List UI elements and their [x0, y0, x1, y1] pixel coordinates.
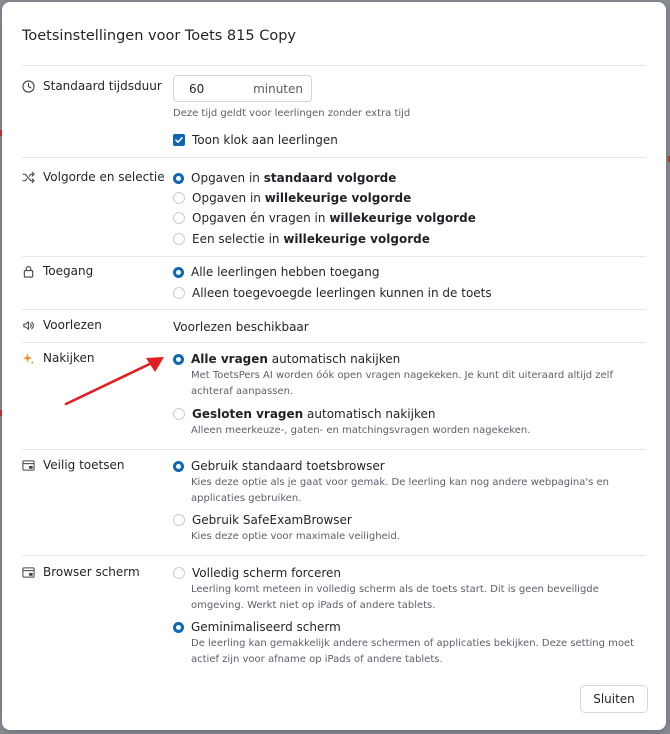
screen-row-label [22, 562, 140, 582]
access-option-added[interactable] [173, 284, 492, 302]
order-option-random[interactable] [173, 189, 411, 207]
screen-option-fullscreen-hint: Leerling komt meteen in volledig scherm als de toets start. Dit is geen beveiligde omgeving. Werkt niet op iPads of andere tablets. [191, 584, 599, 611]
screen-option-fullscreen[interactable] [173, 564, 341, 582]
option-text: Opgaven in willekeurige volgorde [192, 191, 412, 205]
secure-browser-icon [22, 459, 35, 472]
secure-option-seb-hint: Kies deze optie voor maximale veiligheid. [191, 531, 400, 542]
access-option-all[interactable] [173, 263, 379, 281]
access-row-label [22, 261, 93, 281]
option-text: Volledig scherm forceren [192, 566, 341, 580]
checkbox-checked-icon[interactable] [173, 134, 185, 146]
option-text: Gebruik SafeExamBrowser [192, 513, 352, 527]
radio-icon[interactable] [173, 212, 185, 224]
divider [22, 65, 646, 66]
annotation-arrow-icon [60, 350, 175, 410]
divider [22, 342, 646, 343]
radio-icon[interactable] [173, 287, 185, 299]
dialog-title: Toetsinstellingen voor Toets 815 Copy [22, 28, 296, 44]
speaker-icon [22, 319, 35, 332]
secure-option-seb[interactable] [173, 511, 352, 529]
radio-icon[interactable] [173, 567, 185, 579]
secure-label: Veilig toetsen [43, 458, 125, 472]
show-clock-label: Toon klok aan leerlingen [192, 133, 338, 147]
close-button[interactable]: Sluiten [580, 685, 648, 713]
radio-selected-icon[interactable] [173, 622, 184, 633]
secure-option-standard-hint: Kies deze optie als je gaat voor gemak. De leerling kan nog andere webpagina's en applicaties gebruiken. [191, 477, 609, 504]
clock-icon [22, 80, 35, 93]
order-label: Volgorde en selectie [43, 170, 165, 184]
divider [22, 157, 646, 158]
show-clock-checkbox[interactable] [173, 131, 338, 149]
screen-option-minimized-hint: De leerling kan gemakkelijk andere schermen of applicaties bekijken. Deze setting moet actief zijn voor afname op iPads of andere tablets. [191, 638, 635, 665]
option-text: Geminimaliseerd scherm [191, 620, 341, 634]
access-label: Toegang [43, 264, 94, 278]
read-aloud-row-label [22, 315, 102, 335]
divider [22, 449, 646, 450]
option-text: Alleen toegevoegde leerlingen kunnen in de toets [192, 286, 492, 300]
duration-label: Standaard tijdsduur [43, 79, 162, 93]
duration-unit: minuten [253, 81, 303, 96]
duration-input[interactable] [173, 75, 312, 102]
grading-option-all-hint: Met ToetsPers AI worden óók open vragen nagekeken. Je kunt dit uiteraard altijd zelf achteraf aanpassen. [191, 370, 613, 397]
order-option-standard[interactable] [173, 169, 396, 187]
divider [22, 256, 646, 257]
read-aloud-value: Voorlezen beschikbaar [173, 320, 309, 334]
sparkle-icon [22, 352, 35, 365]
lock-icon [22, 265, 35, 278]
screen-option-minimized[interactable] [173, 618, 341, 636]
radio-selected-icon[interactable] [173, 461, 184, 472]
radio-selected-icon[interactable] [173, 173, 184, 184]
radio-selected-icon[interactable] [173, 267, 184, 278]
order-option-random-all[interactable] [173, 209, 476, 227]
option-text: Gebruik standaard toetsbrowser [191, 459, 385, 473]
grading-option-all[interactable] [173, 350, 400, 368]
grading-label: Nakijken [43, 351, 95, 365]
shuffle-icon [22, 171, 35, 184]
divider [22, 309, 646, 310]
divider [22, 555, 646, 556]
option-text: Alle vragen automatisch nakijken [191, 352, 401, 366]
option-text: Een selectie in willekeurige volgorde [192, 232, 430, 246]
order-option-selection[interactable] [173, 230, 430, 248]
duration-hint: Deze tijd geldt voor leerlingen zonder extra tijd [173, 108, 411, 119]
option-text: Gesloten vragen automatisch nakijken [192, 407, 436, 421]
secure-row-label [22, 455, 124, 475]
duration-row-label [22, 76, 162, 96]
browser-window-icon [22, 566, 35, 579]
radio-icon[interactable] [173, 514, 185, 526]
radio-icon[interactable] [173, 233, 185, 245]
read-aloud-label: Voorlezen [43, 318, 102, 332]
option-text: Alle leerlingen hebben toegang [191, 265, 380, 279]
duration-value[interactable]: 60 [189, 81, 205, 96]
grading-option-closed-hint: Alleen meerkeuze-, gaten- en matchingsvragen worden nagekeken. [191, 425, 531, 436]
option-text: Opgaven én vragen in willekeurige volgorde [192, 211, 476, 225]
order-row-label [22, 167, 165, 187]
secure-option-standard[interactable] [173, 457, 385, 475]
grading-option-closed[interactable] [173, 405, 435, 423]
screen-label: Browser scherm [43, 565, 140, 579]
radio-icon[interactable] [173, 192, 185, 204]
option-text: Opgaven in standaard volgorde [191, 171, 397, 185]
